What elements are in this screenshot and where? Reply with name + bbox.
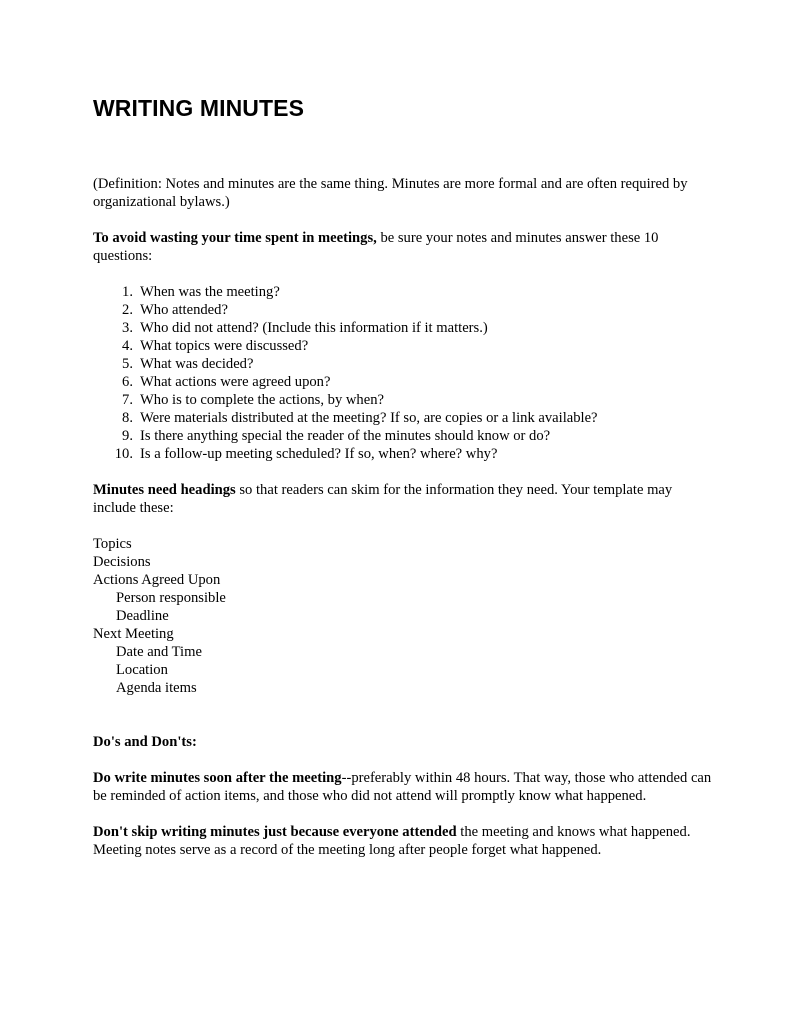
intro-bold-text: To avoid wasting your time spent in meetings, xyxy=(93,230,377,246)
question-item xyxy=(93,373,713,391)
question-item xyxy=(93,355,713,373)
question-number: 10. xyxy=(114,446,133,462)
document-content xyxy=(93,175,713,859)
heading-item: Actions Agreed Upon xyxy=(93,572,221,588)
question-number: 2. xyxy=(122,302,133,318)
question-item xyxy=(93,409,713,427)
subheading-item: Location xyxy=(116,662,168,678)
dos-donts-heading-text: Do's and Don'ts: xyxy=(93,734,197,750)
do-paragraph xyxy=(93,769,713,805)
page-title: WRITING MINUTES xyxy=(93,95,305,121)
heading-item: Decisions xyxy=(93,554,151,570)
intro-text: be sure your notes and minutes answer these 10 questions: xyxy=(93,230,659,264)
question-text: What was decided? xyxy=(140,356,254,372)
heading-item: Topics xyxy=(93,536,132,552)
dos-donts-heading xyxy=(93,733,713,751)
definition-paragraph: (Definition: Notes and minutes are the same thing. Minutes are more formal and are often required by organizational bylaws.) xyxy=(93,176,688,210)
question-number: 7. xyxy=(122,392,133,408)
subheading-item: Deadline xyxy=(116,608,169,624)
question-number: 3. xyxy=(122,320,133,336)
questions-list xyxy=(93,283,713,463)
question-item xyxy=(93,337,713,355)
question-text: Were materials distributed at the meeting? If so, are copies or a link available? xyxy=(140,410,598,426)
dont-text: the meeting and knows what happened. Meeting notes serve as a record of the meeting long after people forget what happened. xyxy=(93,824,691,858)
question-item xyxy=(93,301,713,319)
question-item xyxy=(93,319,713,337)
headings-intro-text: so that readers can skim for the information they need. Your template may include these: xyxy=(93,482,673,516)
subheading-item: Agenda items xyxy=(116,680,197,696)
headings-intro-paragraph xyxy=(93,481,713,517)
question-item xyxy=(93,427,713,445)
question-number: 4. xyxy=(122,338,133,354)
intro-paragraph xyxy=(93,229,713,265)
question-number: 5. xyxy=(122,356,133,372)
question-item xyxy=(93,391,713,409)
question-number: 8. xyxy=(122,410,133,426)
question-text: Who attended? xyxy=(140,302,228,318)
question-item xyxy=(93,283,713,301)
question-item xyxy=(93,445,713,463)
subheading-item: Date and Time xyxy=(116,644,202,660)
subheading-item: Person responsible xyxy=(116,590,226,606)
dont-paragraph xyxy=(93,823,713,859)
question-text: What actions were agreed upon? xyxy=(140,374,331,390)
question-text: Who is to complete the actions, by when? xyxy=(140,392,384,408)
question-text: Is a follow-up meeting scheduled? If so, when? where? why? xyxy=(140,446,498,462)
do-text: --preferably within 48 hours. That way, those who attended can be reminded of action items, and those who did not attend will promptly know what happened. xyxy=(93,770,712,804)
do-bold-text: Do write minutes soon after the meeting xyxy=(93,770,342,786)
question-text: What topics were discussed? xyxy=(140,338,309,354)
template-headings-list xyxy=(93,535,713,697)
heading-item: Next Meeting xyxy=(93,626,174,642)
question-number: 9. xyxy=(122,428,133,444)
question-number: 1. xyxy=(122,284,133,300)
dont-bold-text: Don't skip writing minutes just because everyone attended xyxy=(93,824,457,840)
question-text: Is there anything special the reader of the minutes should know or do? xyxy=(140,428,551,444)
question-text: Who did not attend? (Include this information if it matters.) xyxy=(140,320,488,336)
question-text: When was the meeting? xyxy=(140,284,280,300)
headings-intro-bold-text: Minutes need headings xyxy=(93,482,236,498)
question-number: 6. xyxy=(122,374,133,390)
